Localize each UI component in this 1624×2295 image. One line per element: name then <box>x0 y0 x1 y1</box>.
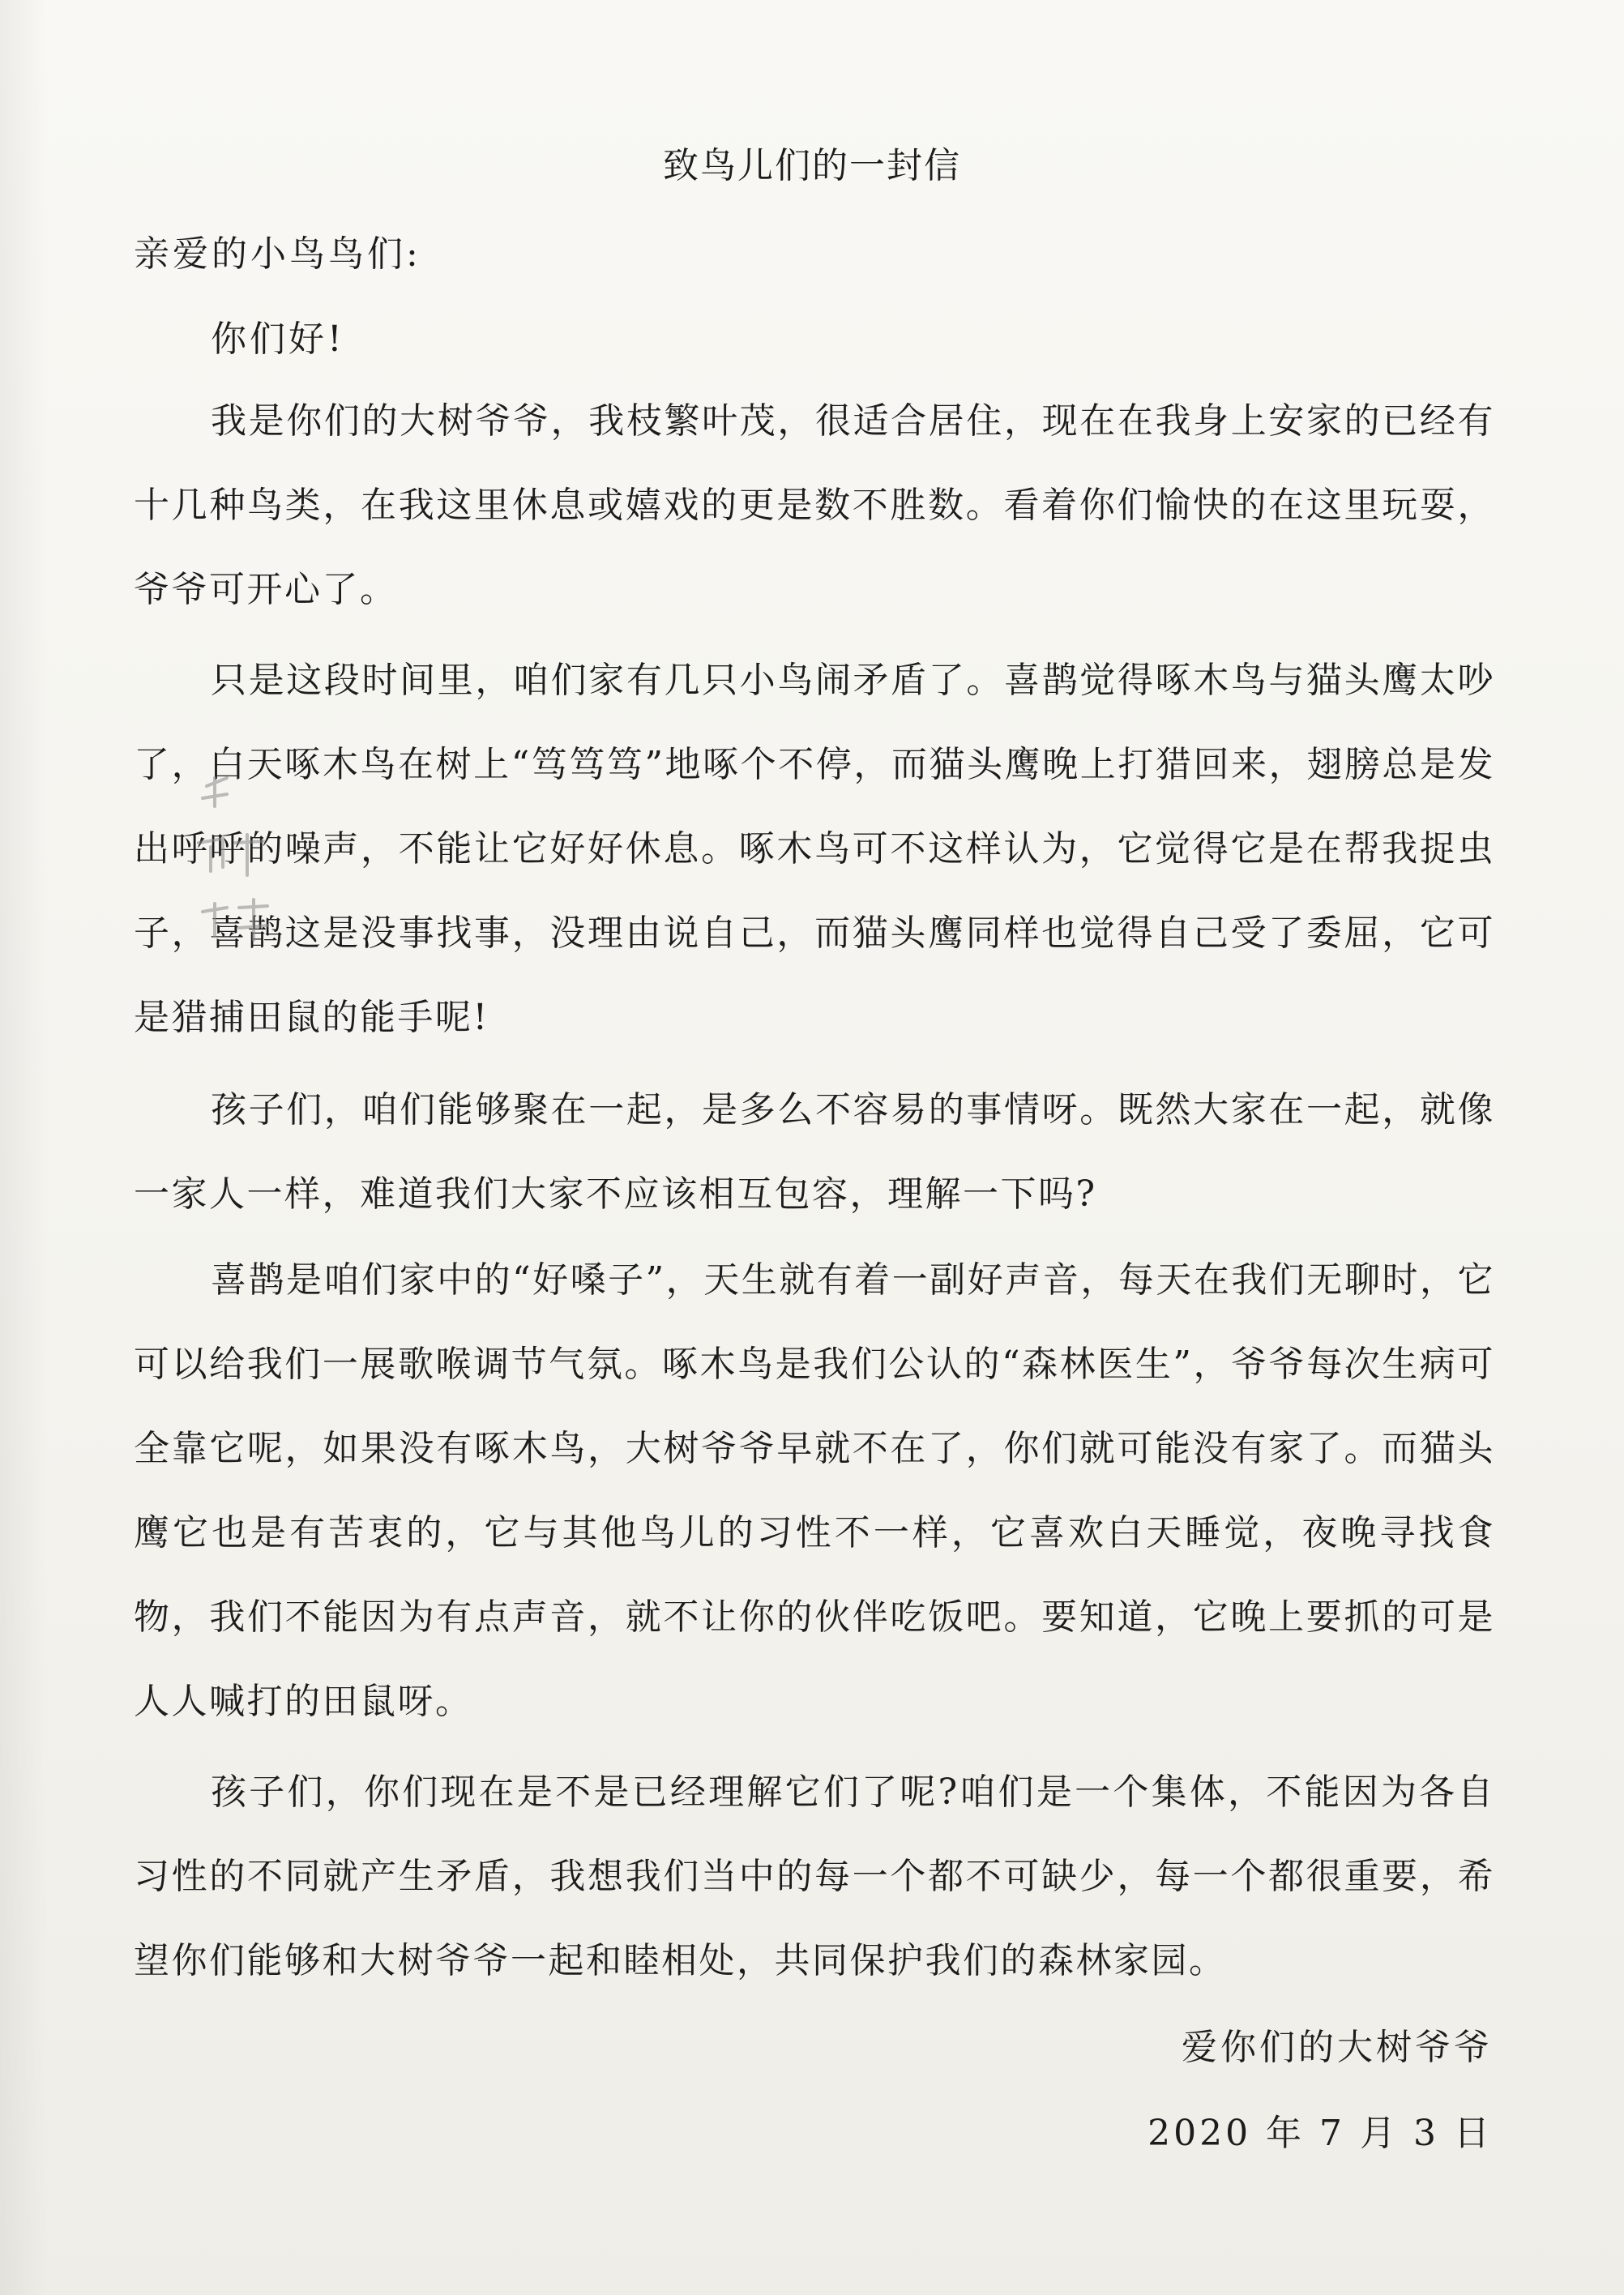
letter-paragraph: 喜鹊是咱们家中的“好嗓子”，天生就有着一副好声音，每天在我们无聊时，它可以给我们一展歌喉调节气氛。啄木鸟是我们公认的“森林医生”，爷爷每次生病可全靠它呢，如果没有啄木鸟，大树爷爷早就不在了，你们就可能没有家了。而猫头鹰它也是有苦衷的，它与其他鸟儿的习性不一样，它喜欢白天睡觉，夜晚寻找食物，我们不能因为有点声音，就不让你的伙伴吃饭吧。要知道，它晚上要抓的可是人人喊打的田鼠呀。 <box>134 1259 1495 1722</box>
letter-title: 致鸟儿们的一封信 <box>663 145 961 186</box>
letter-greeting: 你们好! <box>211 318 345 360</box>
letter-paragraph: 我是你们的大树爷爷，我枝繁叶茂，很适合居住，现在在我身上安家的已经有十几种鸟类，在我这里休息或嬉戏的更是数不胜数。看着你们愉快的在这里玩耍，爷爷可开心了。 <box>134 400 1495 610</box>
page-edge-shadow <box>0 0 49 2295</box>
letter-salutation: 亲爱的小鸟鸟们: <box>134 233 421 275</box>
bleed-through-mark <box>190 770 288 981</box>
letter-paragraph: 孩子们，你们现在是不是已经理解它们了呢?咱们是一个集体，不能因为各自习性的不同就产生矛盾，我想我们当中的每一个都不可缺少，每一个都很重要，希望你们能够和大树爷爷一起和睦相处，共同保护我们的森林家园。 <box>134 1771 1495 1981</box>
letter-paragraph: 孩子们，咱们能够聚在一起，是多么不容易的事情呀。既然大家在一起，就像一家人一样，难道我们大家不应该相互包容，理解一下吗? <box>134 1089 1495 1215</box>
letter-date: 2020 年 7 月 3 日 <box>1147 2113 1493 2154</box>
letter-signature: 爱你们的大树爷爷 <box>1182 2027 1493 2068</box>
letter-paragraph: 只是这段时间里，咱们家有几只小鸟闹矛盾了。喜鹊觉得啄木鸟与猫头鹰太吵了，白天啄木鸟在树上“笃笃笃”地啄个不停，而猫头鹰晚上打猎回来，翅膀总是发出呼呼的噪声，不能让它好好休息。啄木鸟可不这样认为，它觉得它是在帮我捉虫子，喜鹊这是没事找事，没理由说自己，而猫头鹰同样也觉得自己受了委屈，它可是猎捕田鼠的能手呢! <box>134 660 1495 1038</box>
